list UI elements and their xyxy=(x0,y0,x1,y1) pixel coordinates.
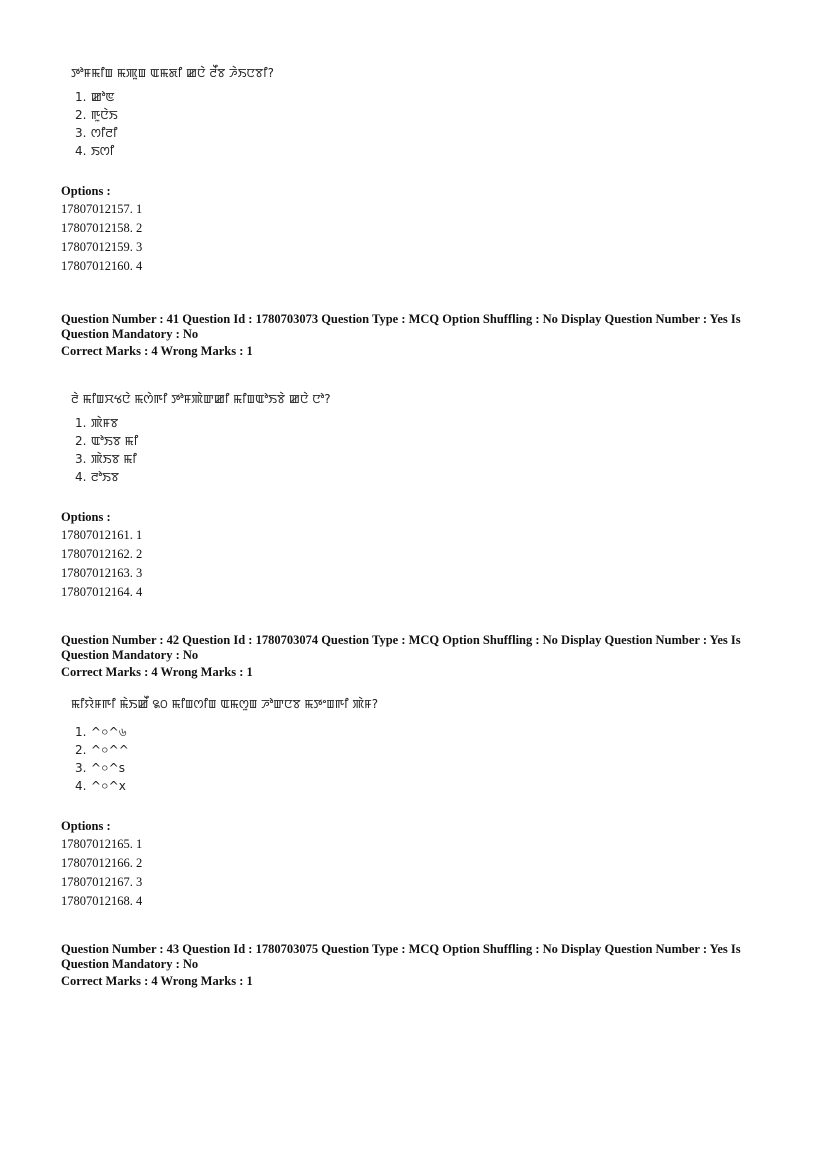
option-id-row: 17807012162. 2 xyxy=(61,547,143,561)
choice-item: 4. ꯂꯣꯏꯕ xyxy=(75,470,120,484)
question-mandatory: Question Mandatory : No xyxy=(61,957,199,971)
option-id-row: 17807012160. 4 xyxy=(61,259,143,273)
option-id-row: 17807012158. 2 xyxy=(61,221,143,235)
option-id-row: 17807012157. 1 xyxy=(61,202,143,216)
question-header: Question Number : 42 Question Id : 1780703074 Question Type : MCQ Option Shuffling : No Display Question Number : Yes Is xyxy=(61,633,741,647)
choice-item: 3. ^০^s xyxy=(75,761,125,775)
question-marks: Correct Marks : 4 Wrong Marks : 1 xyxy=(61,344,253,358)
option-id-row: 17807012164. 4 xyxy=(61,585,143,599)
option-id-row: 17807012159. 3 xyxy=(61,240,143,254)
question-block-40 xyxy=(61,64,761,276)
options-title: Options : xyxy=(61,819,111,833)
question-stem: ꯃꯤꯌꯥꯝꯒꯤ ꯃꯥꯏꯀꯩ ꯲꯰ ꯃꯤꯡꯁꯤꯡ ꯑꯃꯁꯨꯡ ꯍꯣꯛꯅꯕ ꯃꯇꯦꯡꯒꯤ ꯄꯥꯝ? xyxy=(71,697,379,711)
choice-list xyxy=(75,414,761,486)
question-block-41 xyxy=(61,312,761,602)
question-stem: ꯇꯣꯝꯃꯤꯡ ꯃꯄꯨꯡ ꯑꯃꯗꯤ ꯀꯅꯥ ꯂꯩꯕ ꯍꯥꯏꯅꯕꯤ? xyxy=(71,66,274,80)
question-block-43 xyxy=(61,942,761,990)
option-id-row: 17807012167. 3 xyxy=(61,875,143,889)
choice-item: 1. ^০^৬ xyxy=(75,725,127,739)
question-stem: ꯂꯥ ꯃꯤꯡꯆꯠꯅꯥ ꯃꯁꯥꯒꯤ ꯇꯣꯝꯄꯥꯛꯀꯤ ꯃꯤꯡꯑꯣꯏꯕꯥ ꯀꯅꯥ ꯅꯣ? xyxy=(71,392,331,406)
option-id-row: 17807012161. 1 xyxy=(61,528,143,542)
choice-item: 2. ꯒꯨꯅꯥꯏ xyxy=(75,108,118,122)
choice-list xyxy=(75,88,761,160)
question-marks: Correct Marks : 4 Wrong Marks : 1 xyxy=(61,974,253,988)
question-mandatory: Question Mandatory : No xyxy=(61,327,199,341)
choice-item: 4. ꯏꯁꯤ xyxy=(75,144,115,158)
option-id-row: 17807012168. 4 xyxy=(61,894,143,908)
question-header: Question Number : 43 Question Id : 1780703075 Question Type : MCQ Option Shuffling : No Display Question Number : Yes Is xyxy=(61,942,741,956)
choice-item: 1. ꯄꯥꯝꯕ xyxy=(75,416,119,430)
choice-item: 4. ^০^x xyxy=(75,779,126,793)
choice-item: 3. ꯁꯤꯂꯤ xyxy=(75,126,118,140)
choice-item: 2. ^০^^ xyxy=(75,743,129,757)
option-id-row: 17807012166. 2 xyxy=(61,856,143,870)
choice-item: 3. ꯄꯥꯏꯕ ꯃꯤ xyxy=(75,452,137,466)
option-id-row: 17807012165. 1 xyxy=(61,837,143,851)
options-title: Options : xyxy=(61,184,111,198)
choice-item: 2. ꯑꯣꯏꯕ ꯃꯤ xyxy=(75,434,139,448)
options-title: Options : xyxy=(61,510,111,524)
choice-item: 1. ꯀꯣꯟ xyxy=(75,90,115,104)
question-mandatory: Question Mandatory : No xyxy=(61,648,199,662)
choice-list xyxy=(75,723,761,795)
question-block-42 xyxy=(61,633,761,911)
question-marks: Correct Marks : 4 Wrong Marks : 1 xyxy=(61,665,253,679)
question-header: Question Number : 41 Question Id : 1780703073 Question Type : MCQ Option Shuffling : No Display Question Number : Yes Is xyxy=(61,312,741,326)
option-id-row: 17807012163. 3 xyxy=(61,566,143,580)
